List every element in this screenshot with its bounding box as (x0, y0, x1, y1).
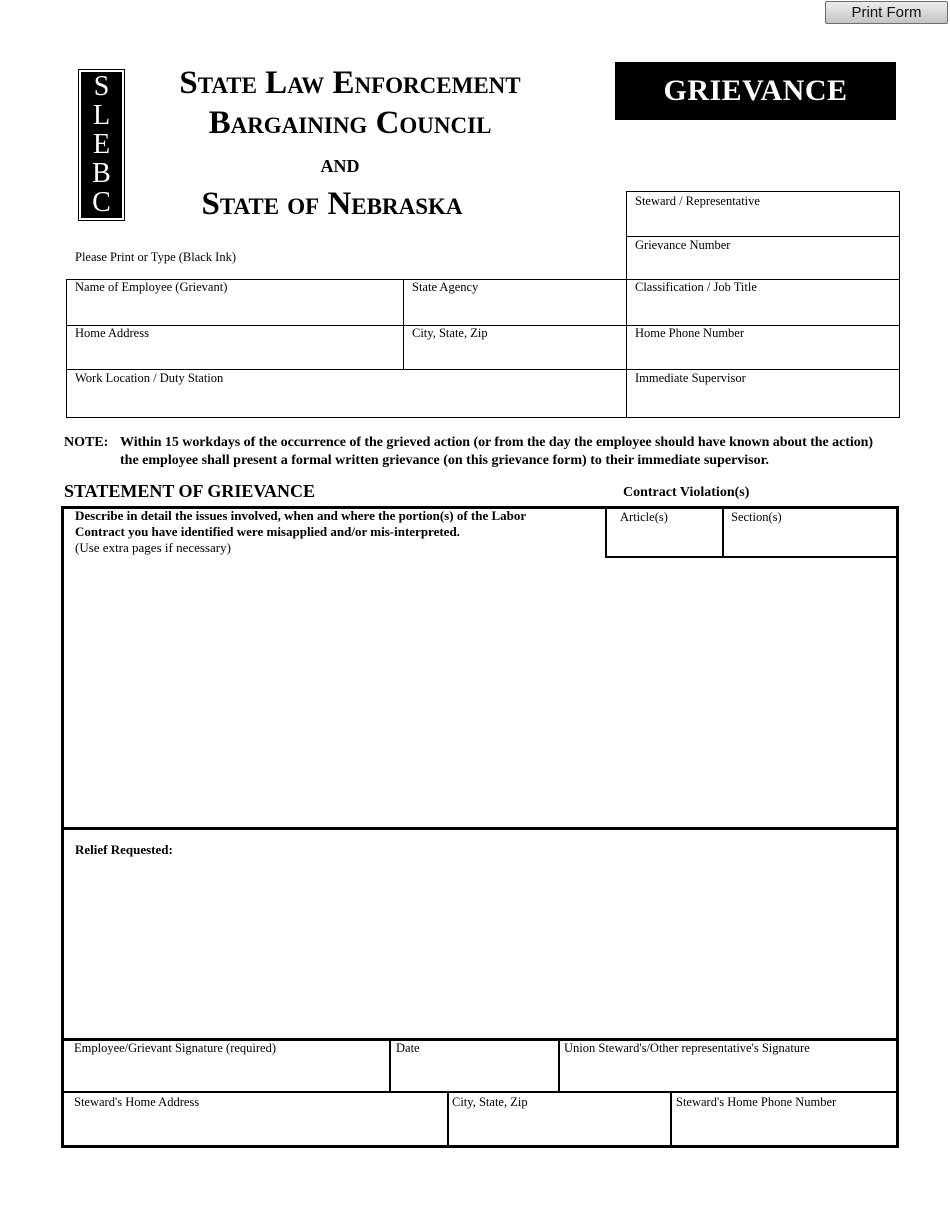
home-phone-field[interactable] (627, 326, 899, 369)
title-and: and (320, 151, 360, 178)
field-label: Grievance Number (635, 238, 731, 252)
field-label: Steward's Home Address (74, 1095, 200, 1109)
title-line-1: State Law Enforcement (179, 65, 521, 101)
relief-label: Relief Requested: (75, 842, 173, 857)
print-instruction: Please Print or Type (Black Ink) (75, 250, 237, 264)
field-label: City, State, Zip (412, 326, 488, 340)
steward-rep-field[interactable] (626, 191, 900, 237)
field-label: Home Phone Number (635, 326, 745, 340)
grievance-number-field[interactable] (626, 236, 900, 280)
field-label: Steward / Representative (635, 194, 760, 208)
logo-letter: E (92, 129, 111, 160)
steward-city-field[interactable] (449, 1093, 670, 1145)
supervisor-field[interactable] (627, 370, 899, 417)
field-label: Section(s) (731, 510, 782, 524)
contract-violation-heading: Contract Violation(s) (623, 485, 750, 500)
steward-phone-field[interactable] (672, 1093, 896, 1145)
sections-field[interactable] (724, 508, 897, 556)
field-label: Classification / Job Title (635, 280, 757, 294)
steward-address-field[interactable] (64, 1093, 447, 1145)
field-label: Immediate Supervisor (635, 371, 746, 385)
field-label: Work Location / Duty Station (75, 371, 224, 385)
grievance-form-title: GRIEVANCE FORM (615, 62, 896, 120)
field-label: Article(s) (620, 510, 668, 524)
slebc-logo (78, 69, 125, 221)
note-text-line1: Within 15 workdays of the occurrence of the grieved action (or from the day the employee should have known about the action) (120, 435, 874, 450)
describe-line2: Contract you have identified were misapplied and/or mis-interpreted. (75, 524, 460, 539)
state-agency-field[interactable] (404, 280, 626, 325)
field-label: Home Address (75, 326, 149, 340)
title-line-4: State of Nebraska (201, 186, 463, 222)
date-field[interactable] (391, 1038, 558, 1091)
field-label: Steward's Home Phone Number (676, 1095, 837, 1109)
field-label: Union Steward's/Other representative's Signature (564, 1041, 810, 1055)
articles-field[interactable] (607, 508, 722, 556)
field-label: Name of Employee (Grievant) (75, 280, 228, 294)
logo-letter: B (92, 158, 111, 189)
steward-signature-field[interactable] (560, 1038, 896, 1091)
extra-pages-note: (Use extra pages if necessary) (75, 540, 231, 555)
classification-field[interactable] (627, 280, 899, 325)
logo-letter: S (93, 71, 110, 102)
field-label: City, State, Zip (452, 1095, 528, 1109)
city-state-zip-field[interactable] (404, 326, 626, 369)
describe-line1: Describe in detail the issues involved, when and where the portion(s) of the Labor (75, 508, 527, 523)
field-label: Date (396, 1041, 420, 1055)
relief-requested-box[interactable] (61, 827, 899, 1041)
note-text-line2: the employee shall present a formal written grievance (on this grievance form) to their immediate supervisor. (120, 453, 770, 468)
statement-heading: STATEMENT OF GRIEVANCE (64, 481, 316, 501)
field-label: Employee/Grievant Signature (required) (74, 1041, 277, 1055)
note-label: NOTE: (64, 435, 109, 450)
title-line-2: Bargaining Council (208, 105, 492, 141)
logo-letter: L (92, 100, 111, 131)
home-address-field[interactable] (67, 326, 403, 369)
work-location-field[interactable] (67, 370, 626, 417)
logo-letter: C (92, 187, 111, 218)
field-label: State Agency (412, 280, 479, 294)
print-form-button[interactable]: Print Form (825, 1, 948, 24)
employee-signature-field[interactable] (64, 1038, 389, 1091)
employee-name-field[interactable] (67, 280, 403, 325)
